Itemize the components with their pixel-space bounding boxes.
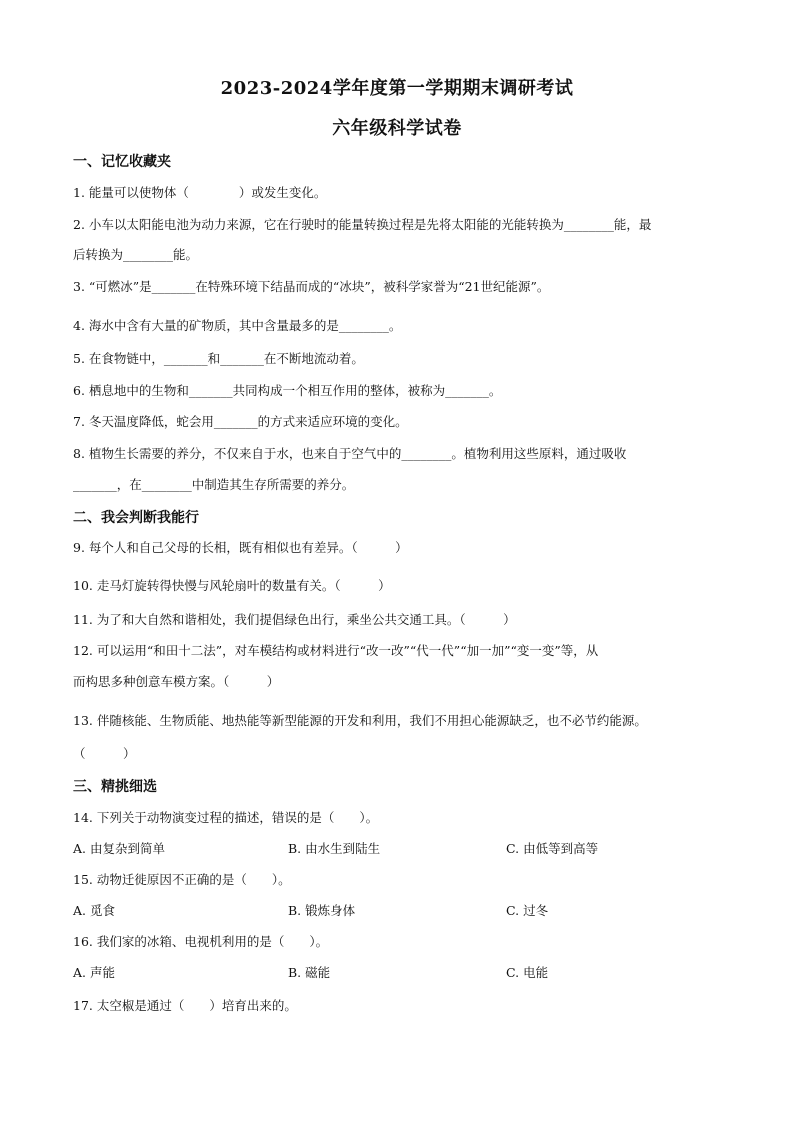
question-13-line-1: 13. 伴随核能、生物质能、地热能等新型能源的开发和利用，我们不用担心能源缺乏，也不必节约能源。 <box>73 713 647 728</box>
question-17: 17. 太空椒是通过（ ）培育出来的。 <box>73 998 297 1013</box>
question-8-line-1: 8. 植物生长需要的养分，不仅来自于水，也来自于空气中的________。植物利用这些原料，通过吸收 <box>73 446 627 461</box>
question-6: 6. 栖息地中的生物和_______共同构成一个相互作用的整体，被称为_______。 <box>73 383 502 398</box>
question-15-option-c: C. 过冬 <box>506 903 549 918</box>
question-16-option-b: B. 磁能 <box>288 965 331 980</box>
question-4: 4. 海水中含有大量的矿物质，其中含量最多的是________。 <box>73 318 402 333</box>
question-14-option-a: A. 由复杂到简单 <box>73 841 165 856</box>
question-16-option-a: A. 声能 <box>73 965 115 980</box>
section-heading-choice: 三、精挑细选 <box>73 779 157 795</box>
question-16: 16. 我们家的冰箱、电视机利用的是（ ）。 <box>73 934 329 949</box>
exam-title: 2023-2024学年度第一学期期末调研考试 <box>220 78 574 99</box>
question-15: 15. 动物迁徙原因不正确的是（ ）。 <box>73 872 291 887</box>
section-heading-judge: 二、我会判断我能行 <box>73 510 199 526</box>
section-heading-memory: 一、记忆收藏夹 <box>73 154 171 170</box>
question-5: 5. 在食物链中，_______和_______在不断地流动着。 <box>73 351 364 366</box>
question-14: 14. 下列关于动物演变过程的描述，错误的是（ ）。 <box>73 810 379 825</box>
question-14-option-c: C. 由低等到高等 <box>506 841 599 856</box>
question-8-line-2: _______，在________中制造其生存所需要的养分。 <box>73 477 355 492</box>
question-9: 9. 每个人和自己父母的长相，既有相似也有差异。（ ） <box>73 540 408 555</box>
question-2-line-1: 2. 小车以太阳能电池为动力来源，它在行驶时的能量转换过程是先将太阳能的光能转换为________能，最 <box>73 217 652 232</box>
question-3: 3. “可燃冰”是_______在特殊环境下结晶而成的“冰块”，被科学家誉为“21世纪能源”。 <box>73 279 550 294</box>
question-12-line-2: 而构思多种创意车模方案。（ ） <box>73 674 280 689</box>
question-15-option-b: B. 锻炼身体 <box>288 903 356 918</box>
question-13-line-2: （ ） <box>73 746 136 761</box>
question-7: 7. 冬天温度降低，蛇会用_______的方式来适应环境的变化。 <box>73 414 408 429</box>
question-11: 11. 为了和大自然和谐相处，我们提倡绿色出行，乘坐公共交通工具。（ ） <box>73 612 516 627</box>
question-16-option-c: C. 电能 <box>506 965 549 980</box>
question-2-line-2: 后转换为________能。 <box>73 247 199 262</box>
question-12-line-1: 12. 可以运用“和田十二法”，对车模结构或材料进行“改一改”“代一代”“加一加”“变一变”等，从 <box>73 643 599 658</box>
question-10: 10. 走马灯旋转得快慢与风轮扇叶的数量有关。（ ） <box>73 578 391 593</box>
exam-subtitle: 六年级科学试卷 <box>332 118 462 139</box>
question-14-option-b: B. 由水生到陆生 <box>288 841 381 856</box>
question-1: 1. 能量可以使物体（ ）或发生变化。 <box>73 185 327 200</box>
question-15-option-a: A. 觅食 <box>73 903 115 918</box>
